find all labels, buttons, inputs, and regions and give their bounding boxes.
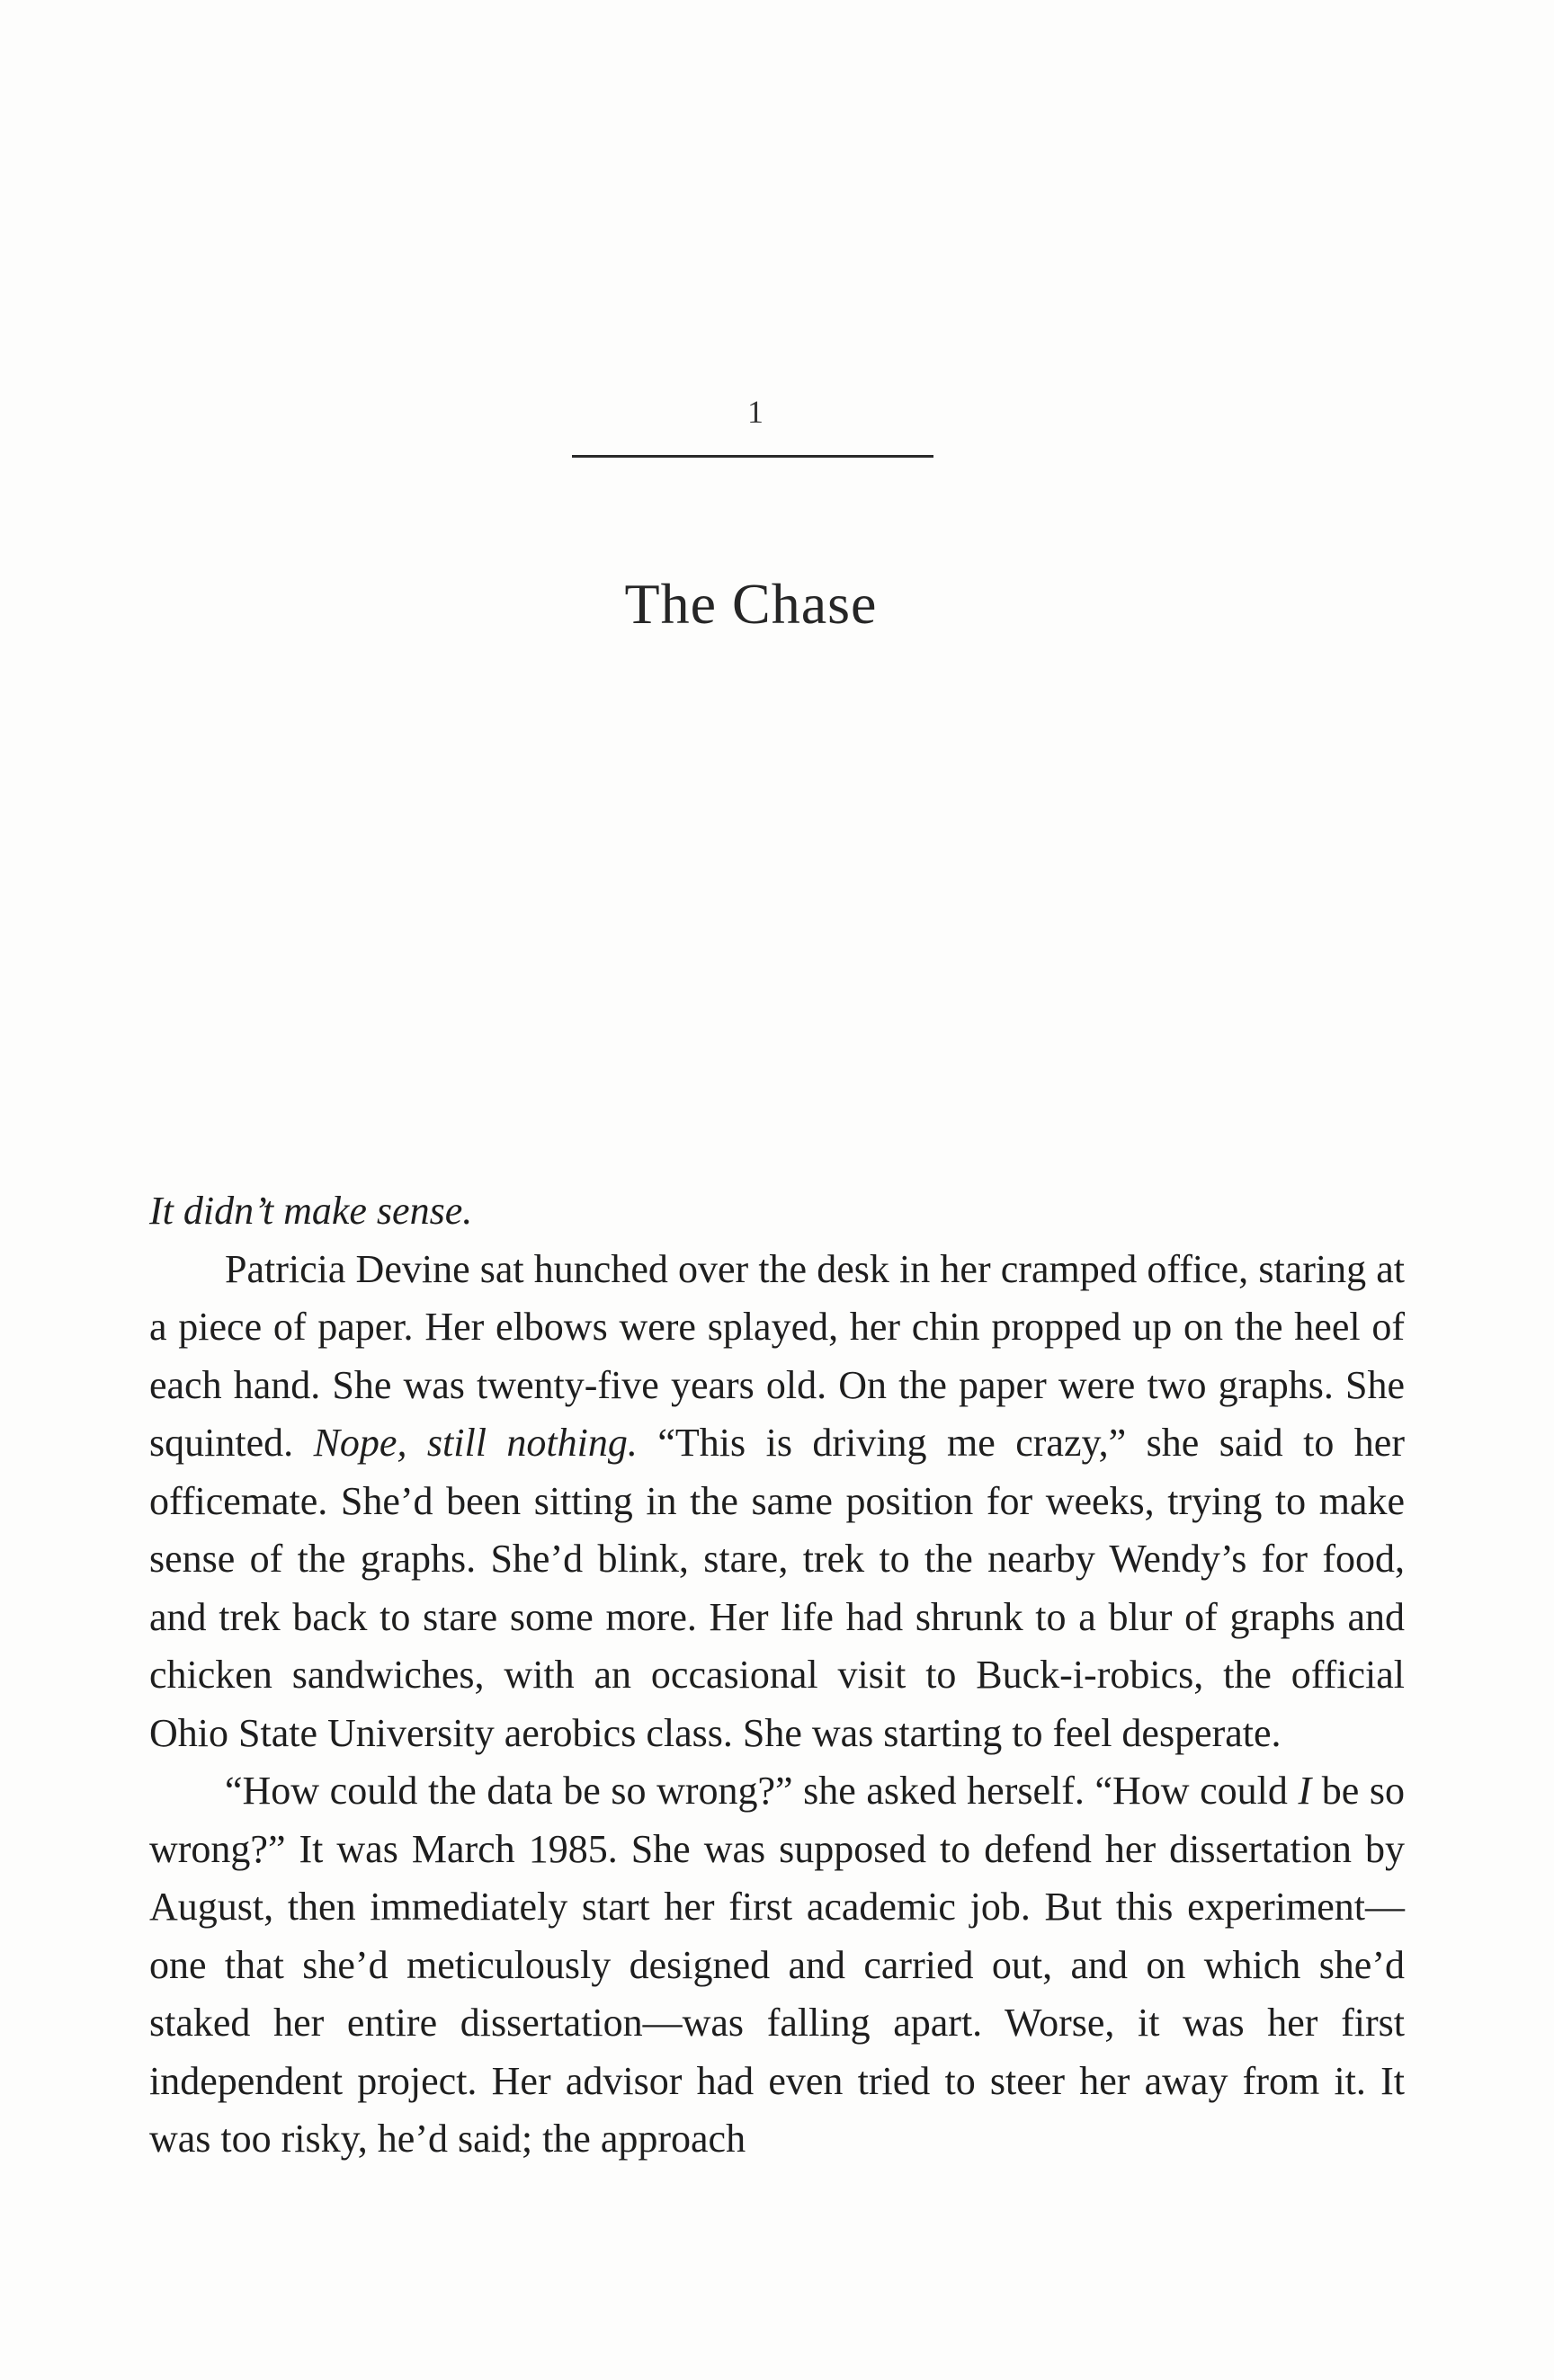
paragraph-2-text-c: be so wrong?” It was March 1985. She was supposed to defend her dissertation by August, then immediately start her first academic job. But this experiment—one that she’d meticulously designed and carried out, and on which she’d staked her entire dissertation—was falling apart. Worse, it was her first independent project. Her advisor had even tried to steer her away from it. It was too risky, he’d said; the approach xyxy=(149,1769,1406,2161)
paragraph-2 xyxy=(149,1762,1405,2169)
chapter-number: 1 xyxy=(747,394,764,430)
opening-line: It didn’t make sense. xyxy=(149,1189,473,1233)
paragraph-2-italic-emphasis: I xyxy=(1298,1769,1312,1813)
paragraph-1-text-a: Patricia Devine sat hunched over the desk in her cramped office, staring at a piece of paper. Her elbows were splayed, her chin propped up on the heel of each hand. She was twenty-five years old. On the paper were two graphs. She squinted. xyxy=(149,1246,1405,1465)
chapter-body xyxy=(149,1182,1405,2169)
chapter-title: The Chase xyxy=(624,572,878,636)
chapter-divider-rule xyxy=(572,455,933,458)
paragraph-1-text-c: “This is driving me crazy,” she said to her officemate. She’d been sitting in the same position for weeks, trying to make sense of the graphs. She’d blink, stare, trek to the nearby Wendy’s for food, and trek back to stare some more. Her life had shrunk to a blur of graphs and chicken sandwiches, with an occasional visit to Buck-i-robics, the official Ohio State University aerobics class. She was starting to feel desperate. xyxy=(149,1421,1405,1755)
paragraph-1-italic-thought: Nope, still nothing. xyxy=(313,1421,638,1465)
paragraph-1 xyxy=(149,1241,1405,1763)
paragraph-2-text-a: “How could the data be so wrong?” she asked herself. “How could xyxy=(225,1769,1299,1813)
